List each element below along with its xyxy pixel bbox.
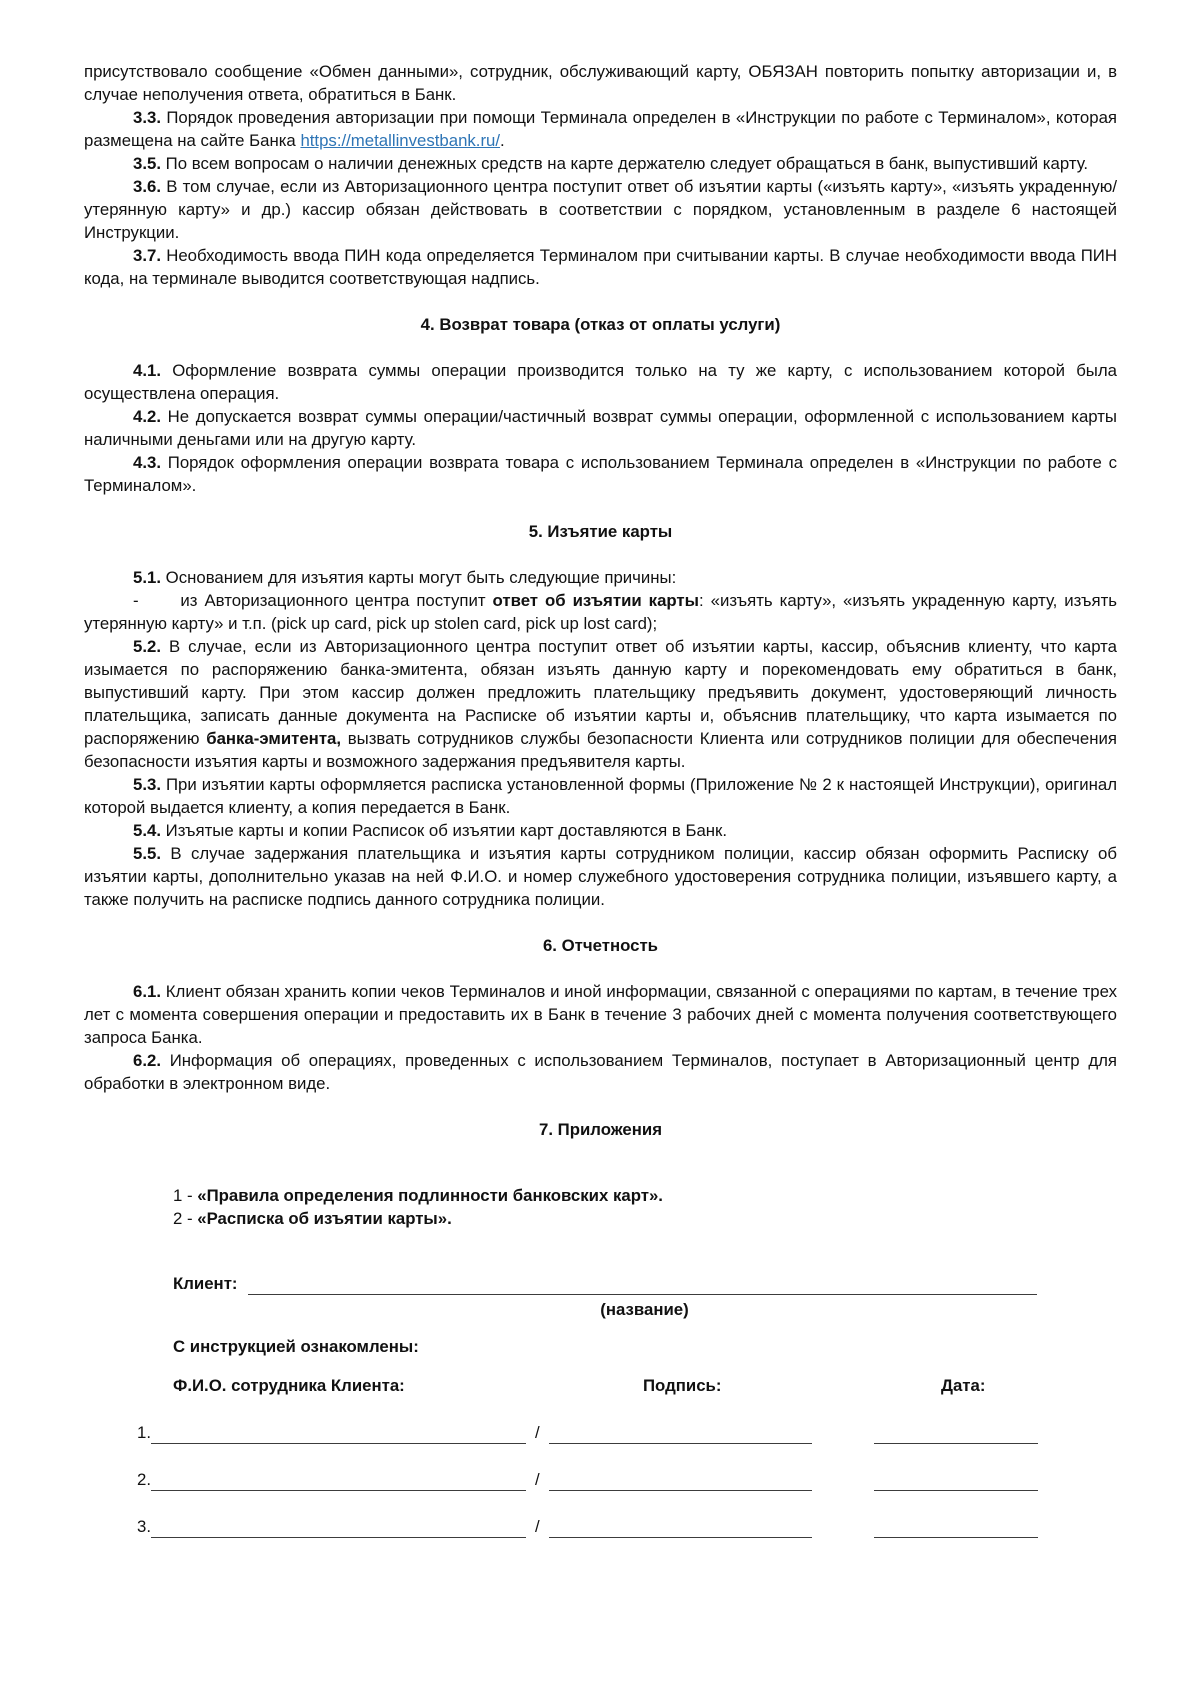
date-blank [874, 1470, 1038, 1491]
client-name-row [84, 1272, 1117, 1295]
acknowledgement-line [84, 1335, 1117, 1358]
bold-text-segment: 3.7. [133, 246, 161, 265]
document-body [84, 60, 1117, 1538]
text-segment: 1 - [173, 1186, 198, 1205]
text-segment: Клиент обязан хранить копии чеков Терминалов и иной информации, связанной с операциями по картам, в течение трех лет с момента совершения операции и предоставить их в Банк в течение 3 рабочих дней с момента получения соответствующего запроса Банка. [84, 982, 1117, 1047]
text-segment: Оформление возврата суммы операции производится только на ту же карту, с использованием которой была осуществлена операция. [84, 361, 1117, 403]
text-segment: Основанием для изъятия карты могут быть следующие причины: [161, 568, 677, 587]
text-segment: Необходимость ввода ПИН кода определяется Терминалом при считывании карты. В случае необходимости ввода ПИН кода, на терминале выводится соответствующая надпись. [84, 246, 1117, 288]
signature-row-number: 1. [137, 1423, 151, 1442]
date-blank [874, 1423, 1038, 1444]
bold-text-segment: 5.2. [133, 637, 161, 656]
section-heading-text: 4. Возврат товара (отказ от оплаты услуги) [420, 315, 781, 334]
signature-blank [549, 1517, 812, 1538]
bold-text-segment: 4.1. [133, 361, 161, 380]
signature-row [84, 1468, 1117, 1491]
date-blank [874, 1517, 1038, 1538]
bold-text-segment: С инструкцией ознакомлены: [173, 1337, 419, 1356]
spacer [84, 1321, 1117, 1335]
paragraph [84, 244, 1117, 290]
spacer [84, 1358, 1117, 1374]
paragraph [84, 359, 1117, 405]
text-segment: присутствовало сообщение «Обмен данными», сотрудник, обслуживающий карту, ОБЯЗАН повторить попытку авторизации и, в случае неполучения ответа, обратиться в Банк. [84, 62, 1117, 104]
bold-text-segment: 3.6. [133, 177, 161, 196]
paragraph [84, 106, 1117, 152]
fio-blank [151, 1423, 526, 1444]
section-heading-5 [84, 520, 1117, 543]
bold-text-segment: «Правила определения подлинности банковских карт». [197, 1186, 663, 1205]
bold-text-segment: ответ об изъятии карты [492, 591, 699, 610]
paragraph [84, 842, 1117, 911]
paragraph [84, 819, 1117, 842]
paragraph [84, 980, 1117, 1049]
bold-text-segment: 5.3. [133, 775, 161, 794]
bold-text-segment: 6.1. [133, 982, 161, 1001]
section-heading-6 [84, 934, 1117, 957]
paragraph [84, 405, 1117, 451]
client-label: Клиент: [173, 1274, 238, 1293]
signature-blank [549, 1470, 812, 1491]
paragraph [84, 589, 1117, 635]
text-segment: Не допускается возврат суммы операции/частичный возврат суммы операции, оформленной с использованием карты наличными деньгами или на другую карту. [84, 407, 1117, 449]
bold-text-segment: 3.3. [133, 108, 161, 127]
sig-header-date: Дата: [941, 1376, 986, 1395]
text-segment: По всем вопросам о наличии денежных средств на карте держателю следует обращаться в банк, выпустивший карту. [161, 154, 1089, 173]
text-segment: Порядок оформления операции возврата товара с использованием Терминала определен в «Инструкции по работе с Терминалом». [84, 453, 1117, 495]
text-segment: При изъятии карты оформляется расписка установленной формы (Приложение № 2 к настоящей Инструкции), оригинал которой выдается клиенту, а копия передается в Банк. [84, 775, 1117, 817]
sig-header-fio: Ф.И.О. сотрудника Клиента: [173, 1376, 405, 1395]
text-segment: . [500, 131, 505, 150]
appendix-item-2 [84, 1207, 1117, 1230]
text-segment: В случае задержания плательщика и изъятия карты сотрудником полиции, кассир обязан оформить Расписку об изъятии карты, дополнительно указав на ней Ф.И.О. и номер служебного удостоверения сотрудника полиции, изъявшего карту, а также получить на расписке подпись данного сотрудника полиции. [84, 844, 1117, 909]
text-segment: Изъятые карты и копии Расписок об изъятии карт доставляются в Банк. [161, 821, 728, 840]
signature-row-number: 3. [137, 1517, 151, 1536]
paragraph [84, 566, 1117, 589]
spacer [84, 1164, 1117, 1184]
text-segment: : «изъять карту», «изъять украденную карту, изъять утерянную карту» и т.п. (pick up card, pick up stolen card, pick up lost card); [84, 591, 1117, 633]
slash-separator: / [535, 1423, 540, 1442]
text-segment: 2 - [173, 1209, 198, 1228]
bold-text-segment: 4.3. [133, 453, 161, 472]
slash-separator: / [535, 1470, 540, 1489]
signature-row-number: 2. [137, 1470, 151, 1489]
section-heading-text: 7. Приложения [538, 1120, 662, 1139]
paragraph [84, 773, 1117, 819]
text-segment: Информация об операциях, проведенных с использованием Терминалов, поступает в Авторизационный центр для обработки в электронном виде. [84, 1051, 1117, 1093]
text-segment: В том случае, если из Авторизационного центра поступит ответ об изъятии карты («изъять карту», «изъять украденную/утерянную карту» и др.) кассир обязан действовать в соответствии с порядком, установленным в разделе 6 настоящей Инструкции. [84, 177, 1117, 242]
sig-header-signature: Подпись: [643, 1376, 722, 1395]
section-heading-4 [84, 313, 1117, 336]
signature-row [84, 1515, 1117, 1538]
bold-text-segment: 6.2. [133, 1051, 161, 1070]
slash-separator: / [535, 1517, 540, 1536]
paragraph [84, 152, 1117, 175]
fio-blank [151, 1517, 526, 1538]
text-segment: Порядок проведения авторизации при помощи Терминала определен в «Инструкции по работе с Терминалом», которая размещена на сайте Банка [84, 108, 1117, 150]
text-segment: В случае, если из Авторизационного центра поступит ответ об изъятии карты, кассир, объяснив клиенту, что карта изымается по распоряжению банка-эмитента, обязан изъять данную карту и порекомендовать ему обратиться в банк, выпустивший карту. При этом кассир должен предложить плательщику предъявить документ, удостоверяющий личность плательщика, записать данные документа на Расписке об изъятии карты и, объяснив плательщику, что карта изымается по распоряжению [84, 637, 1117, 748]
paragraph [84, 635, 1117, 773]
signature-blank [549, 1423, 812, 1444]
bold-text-segment: 5.4. [133, 821, 161, 840]
text-segment: вызвать сотрудников службы безопасности Клиента или сотрудников полиции для обеспечения безопасности изъятия карты и возможного задержания предъявителя карты. [84, 729, 1117, 771]
fio-blank [151, 1470, 526, 1491]
bold-text-segment: 5.5. [133, 844, 161, 863]
client-name-caption: (название) [600, 1300, 689, 1319]
bank-website-link[interactable]: https://metallinvestbank.ru/ [300, 131, 501, 150]
signature-row [84, 1421, 1117, 1444]
paragraph [84, 451, 1117, 497]
paragraph [84, 1049, 1117, 1095]
bold-text-segment: банка-эмитента, [206, 729, 342, 748]
section-heading-7 [84, 1118, 1117, 1141]
signature-table-header [84, 1374, 1117, 1397]
bold-text-segment: «Расписка об изъятии карты». [197, 1209, 452, 1228]
section-heading-text: 6. Отчетность [542, 936, 659, 955]
spacer [84, 1230, 1117, 1272]
bold-text-segment: 3.5. [133, 154, 161, 173]
bold-text-segment: 4.2. [133, 407, 161, 426]
appendix-item-1 [84, 1184, 1117, 1207]
client-name-blank [248, 1274, 1038, 1295]
section-heading-text: 5. Изъятие карты [528, 522, 673, 541]
paragraph [84, 60, 1117, 106]
bold-text-segment: 5.1. [133, 568, 161, 587]
text-segment: - из Авторизационного центра поступит [133, 591, 493, 610]
paragraph [84, 175, 1117, 244]
